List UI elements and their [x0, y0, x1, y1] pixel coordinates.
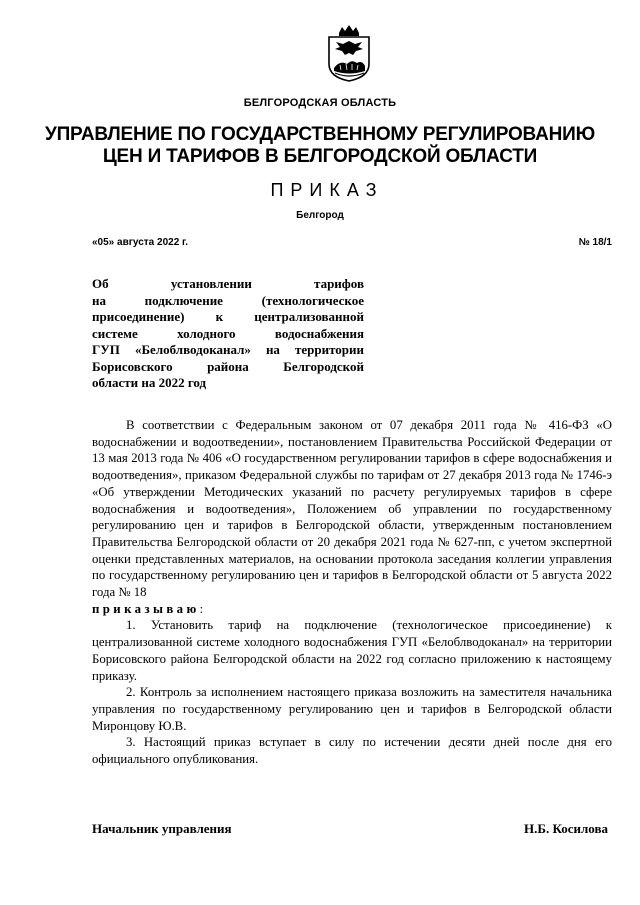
order-colon: : — [199, 601, 204, 616]
signature-name: Н.Б. Косилова — [524, 821, 608, 836]
order-phrase — [92, 601, 612, 618]
subject-line: области на 2022 год — [92, 375, 207, 390]
subject-line: системе холодного водоснабжения — [92, 325, 364, 341]
preamble-paragraph — [92, 417, 612, 601]
city: Белгород — [296, 210, 344, 221]
subject-line: Борисовского района Белгородской — [92, 358, 364, 374]
signature-title: Начальник управления — [92, 821, 232, 836]
subject-line: на подключение (технологическое — [92, 292, 364, 308]
subject-line: присоединение) к централизованной — [92, 309, 364, 324]
document-subject — [92, 276, 364, 392]
region-name: БЕЛГОРОДСКАЯ ОБЛАСТЬ — [243, 97, 397, 109]
document-number: № 18/1 — [578, 237, 612, 248]
order-item-3: 3. Настоящий приказ вступает в силу по истечении десяти дней после дня его официального опубликования. — [92, 735, 612, 767]
preamble-text: В соответствии с Федеральным законом от 07 декабря 2011 года № 416-ФЗ «О водоснабжении и водоотведении», постановлением Правительства Российской Федерации от 13 мая 2013 года № 406 «О государственном регулировании тарифов в сфере водоснабжения и водоотведения», приказом Федеральной службы по тарифам от 27 декабря 2013 года № 1746-э «Об утверждении Методических указаний по расчету регулируемых тарифов в сфере водоснабжения и водоотведения», Положением об управлении по государственному регулированию цен и тарифов в Белгородской области, утвержденным постановлением Правительства Белгородской области от 20 декабря 2021 года № 627-пп, с учетом экспертной оценки представленных материалов, на основании протокола заседания коллегии управления по государственному регулированию цен и тарифов в Белгородской области от 5 августа 2022 года № 18 — [92, 418, 612, 600]
order-item-1: 1. Установить тариф на подключение (технологическое присоединение) к централизованной системе холодного водоснабжения ГУП «Белоблводоканал» на территории Борисовского района Белгородской области на 2022 год согласно приложению к настоящему приказу. — [92, 618, 612, 683]
belgorod-coat-of-arms-icon — [326, 24, 372, 82]
department-name-line2: ЦЕН И ТАРИФОВ В БЕЛГОРОДСКОЙ ОБЛАСТИ — [102, 146, 538, 167]
subject-line: Об установлении тарифов — [92, 276, 364, 291]
document-date: «05» августа 2022 г. — [92, 237, 188, 248]
order-item-2: 2. Контроль за исполнением настоящего приказа возложить на заместителя начальника управления по государственному регулированию цен и тарифов в Белгородской области Миронцову Ю.В. — [92, 685, 612, 733]
department-name-line1: УПРАВЛЕНИЕ ПО ГОСУДАРСТВЕННОМУ РЕГУЛИРОВАНИЮ — [44, 124, 596, 145]
subject-line: ГУП «Белоблводоканал» на территории — [92, 342, 364, 357]
document-body — [92, 417, 612, 768]
document-type: ПРИКАЗ — [270, 180, 384, 200]
order-word: приказываю — [92, 601, 200, 616]
